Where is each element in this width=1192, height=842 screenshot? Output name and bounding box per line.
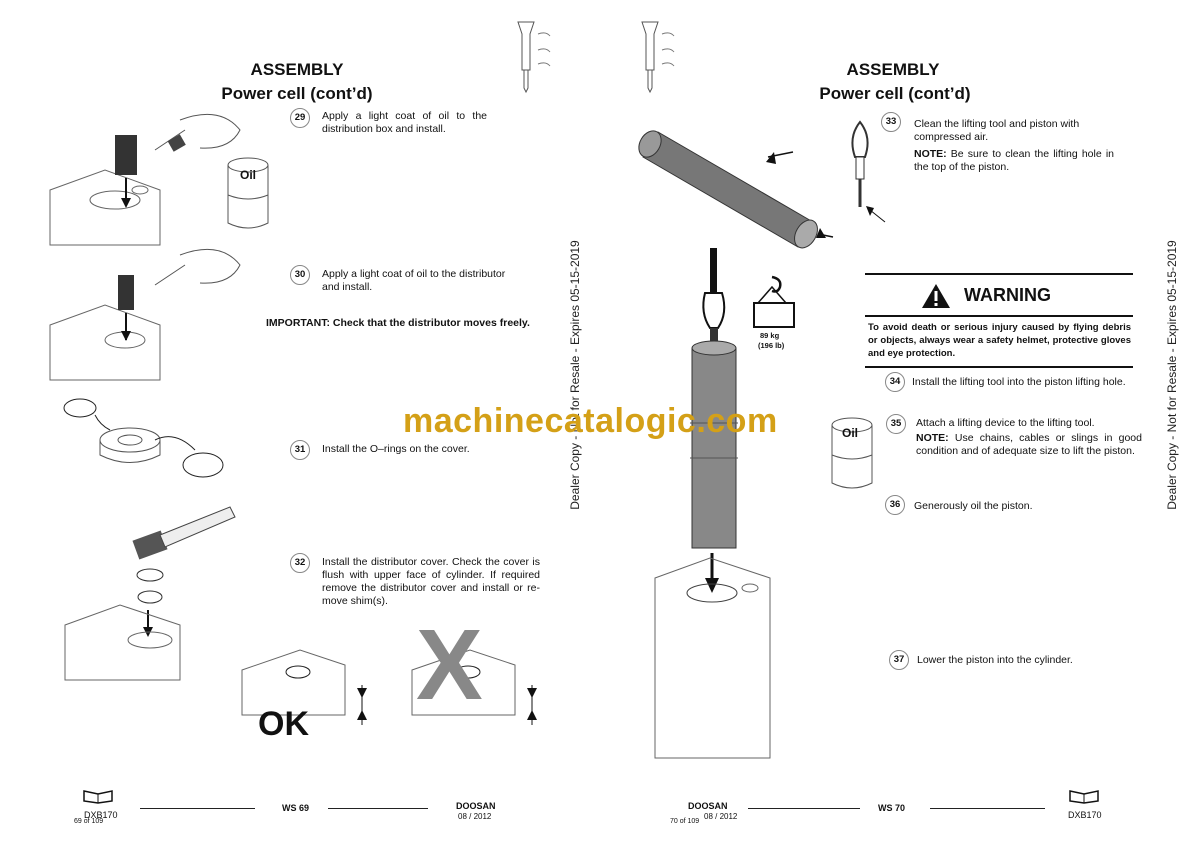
step-35-main-text: Attach a lifting device to the lifting tool. — [916, 417, 1095, 429]
right-footer-page-count: 70 of 109 — [670, 818, 700, 825]
step-33-note-text: Be sure to clean the lifting hole in the top of the piston. — [914, 148, 1114, 173]
right-dealer-copy-notice: Dealer Copy - Not for Resale - Expires 05-15-2019 — [1165, 240, 1179, 510]
book-icon-right — [1068, 788, 1102, 804]
right-footer-brand: DOOSAN — [688, 801, 728, 811]
step-34-text: Install the lifting tool into the piston lifting hole. — [912, 376, 1126, 388]
weight-lb: (196 lb) — [758, 341, 785, 350]
step-36-number: 36 — [885, 495, 905, 515]
step-35-note-text: Use chains, cables or slings in good condition and of adequate size to lift the piston. — [916, 432, 1142, 457]
left-footer-brand: DOOSAN — [456, 801, 496, 811]
oil-label-left: Oil — [240, 168, 257, 182]
step-37-text: Lower the piston into the cylinder. — [917, 654, 1073, 666]
hammer-tool-icon — [512, 20, 552, 95]
step-30-number: 30 — [290, 265, 310, 285]
step-35-note-label: NOTE: — [916, 432, 949, 444]
warning-triangle-icon — [921, 283, 951, 309]
left-footer-rule-2 — [328, 808, 428, 809]
step-37-number: 37 — [889, 650, 909, 670]
step-35-number: 35 — [886, 414, 906, 434]
right-footer-date: 08 / 2012 — [704, 812, 738, 821]
piston-clean-illustration — [648, 112, 858, 252]
left-footer-rule-1 — [140, 808, 255, 809]
step-31-text: Install the O–rings on the cover. — [322, 443, 470, 455]
lifting-tool-illustration — [840, 112, 890, 227]
right-footer-model: DXB170 — [1068, 810, 1102, 820]
hammer-tool-icon-right — [636, 20, 676, 95]
book-icon-left — [82, 788, 116, 804]
step-29-text: Apply a light coat of oil to the distribution box and install. — [322, 110, 487, 135]
step-31-number: 31 — [290, 440, 310, 460]
step-36-text: Generously oil the piston. — [914, 500, 1033, 512]
step-30-text: Apply a light coat of oil to the distributor and install. — [322, 268, 506, 293]
o-rings-cover-illustration — [55, 395, 225, 480]
left-footer-page-count: 69 of 109 — [74, 818, 104, 825]
step-33-number: 33 — [881, 112, 901, 132]
left-dealer-copy-notice: Dealer Copy - Not for Resale - Expires 05-15-2019 — [568, 240, 582, 510]
right-footer-rule-2 — [930, 808, 1045, 809]
right-footer-rule-1 — [748, 808, 860, 809]
step-33-note-label: NOTE: — [914, 148, 947, 160]
oil-can-icon — [226, 155, 276, 235]
step-35-note — [916, 432, 1142, 458]
oil-label-right: Oil — [842, 426, 859, 440]
wrong-x-mark: X — [416, 609, 483, 721]
right-footer-ws: WS 70 — [878, 803, 906, 813]
left-footer-ws: WS 69 — [282, 803, 310, 813]
warning-box — [865, 273, 1133, 368]
left-title-power-cell: Power cell (cont’d) — [221, 84, 373, 103]
hammer-install-illustration — [60, 495, 250, 690]
right-title-power-cell: Power cell (cont’d) — [819, 84, 971, 103]
step-29-number: 29 — [290, 108, 310, 128]
site-watermark: machinecatalogic.com — [403, 402, 778, 440]
right-title-assembly: ASSEMBLY — [846, 60, 940, 79]
weight-kg: 89 kg — [760, 331, 780, 340]
warning-text: To avoid death or serious injury caused by flying debris or objects, always wear a safety helmet, protective gloves and eye protection. — [865, 315, 1133, 366]
step-33-note — [914, 148, 1114, 174]
step-32-number: 32 — [290, 553, 310, 573]
left-footer-model: DXB170 — [84, 810, 118, 820]
left-footer-date: 08 / 2012 — [458, 812, 492, 821]
distributor-illustration — [45, 245, 290, 390]
warning-header — [865, 275, 1133, 315]
step-34-number: 34 — [885, 372, 905, 392]
warning-title: WARNING — [964, 285, 1051, 305]
step-32-text: Install the distributor cover. Check the cover is flush with upper face of cylinder. If required remove the distributor cover and install or re-move shim(s). — [322, 556, 540, 607]
important-note: IMPORTANT: Check that the distributor moves freely. — [266, 317, 530, 329]
left-title-assembly: ASSEMBLY — [250, 60, 344, 79]
step-35-text — [916, 417, 1142, 458]
step-33-main-text: Clean the lifting tool and piston with compressed air. — [914, 118, 1080, 143]
ok-label: OK — [258, 705, 309, 743]
step-33-text — [914, 118, 1114, 174]
piston-lowering-illustration — [650, 248, 820, 768]
